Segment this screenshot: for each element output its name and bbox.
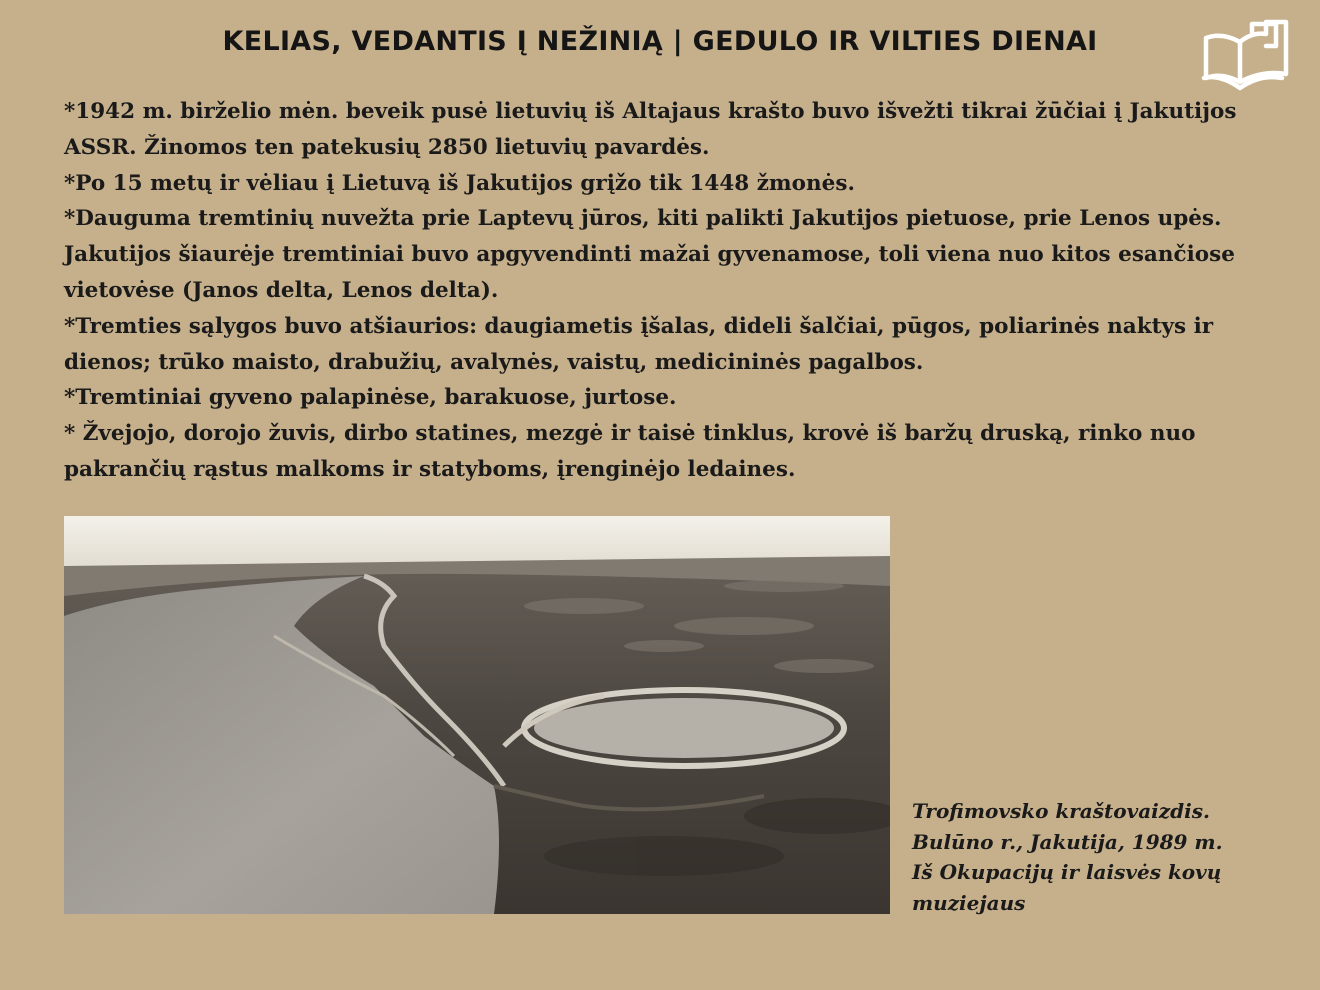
caption-line: Bulūno r., Jakutija, 1989 m. — [912, 829, 1223, 854]
paragraph: *Po 15 metų ir vėliau į Lietuvą iš Jakutijos grįžo tik 1448 žmonės. — [64, 170, 855, 196]
landscape-photo — [64, 516, 890, 914]
body-text — [64, 94, 1254, 488]
caption-line: muziejaus — [912, 890, 1026, 915]
open-book-icon — [1200, 18, 1292, 94]
paragraph: *Tremtiniai gyveno palapinėse, barakuose, jurtose. — [64, 385, 677, 411]
page-title: KELIAS, VEDANTIS Į NEŽINIĄ | GEDULO IR VILTIES DIENAI — [222, 26, 1098, 57]
paragraph: *1942 m. birželio mėn. beveik pusė lietuvių iš Altajaus krašto buvo išvežti tikrai žūčiai į Jakutijos ASSR. Žinomos ten patekusių 2850 lietuvių pavardės. — [64, 99, 1237, 160]
photo-caption — [912, 796, 1272, 918]
caption-line: Iš Okupacijų ir laisvės kovų — [912, 860, 1222, 884]
caption-line: Trofimovsko kraštovaizdis. — [912, 799, 1210, 823]
paragraph: * Žvejojo, dorojo žuvis, dirbo statines, mezgė ir taisė tinklus, krovė iš baržų druską, rinko nuo pakrančių rąstus malkoms ir statyboms, įrenginėjo ledaines. — [64, 421, 1196, 482]
paragraph: *Tremties sąlygos buvo atšiaurios: daugiametis įšalas, dideli šalčiai, pūgos, poliarinės naktys ir dienos; trūko maisto, drabužių, avalynės, vaistų, medicininės pagalbos. — [64, 313, 1214, 375]
paragraph: *Dauguma tremtinių nuvežta prie Laptevų jūros, kiti palikti Jakutijos pietuose, prie Lenos upės. Jakutijos šiaurėje tremtiniai buvo apgyvendinti mažai gyvenamose, toli viena nuo kitos esančiose vietovėse (Janos delta, Lenos delta). — [64, 206, 1235, 303]
